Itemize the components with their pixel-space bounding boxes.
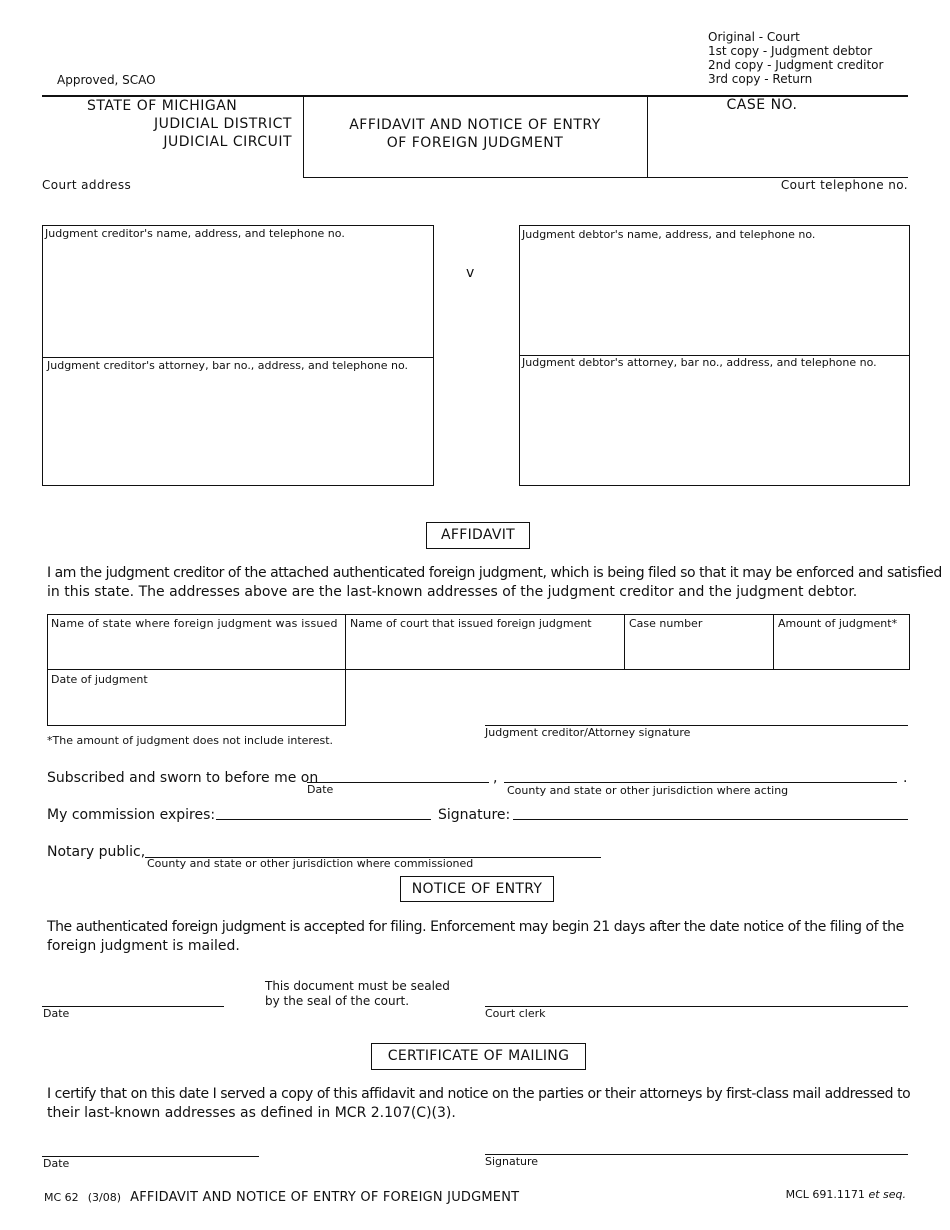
commission-line <box>216 819 431 820</box>
statute-reference <box>760 1188 906 1201</box>
sworn-date-label: Date <box>307 783 334 796</box>
certificate-text-line2: their last-known addresses as defined in MCR 2.107(C)(3). <box>47 1105 456 1121</box>
table-divider-1 <box>345 614 346 670</box>
subscribed-text: Subscribed and sworn to before me on <box>47 770 319 786</box>
affidavit-title: AFFIDAVIT <box>426 522 530 549</box>
affidavit-text-line2: in this state. The addresses above are the last-known addresses of the judgment creditor and the judgment debtor. <box>47 584 858 600</box>
seal-note <box>265 979 450 1009</box>
court-address-label: Court address <box>42 178 132 192</box>
mailing-date-input[interactable] <box>42 1134 259 1156</box>
copy-first: 1st copy - Judgment debtor <box>708 44 873 58</box>
notice-text-line1: The authenticated foreign judgment is accepted for filing. Enforcement may begin 21 days after the date notice of the filing of the <box>47 919 904 935</box>
state-issued-input[interactable] <box>49 636 343 666</box>
form-revision: (3/08) <box>87 1191 122 1204</box>
form-number: MC 62 <box>44 1191 79 1204</box>
form-title <box>303 116 647 152</box>
state-of-michigan: STATE OF MICHIGAN <box>87 98 238 114</box>
approved-scao: Approved, SCAO <box>57 73 156 87</box>
mailing-signature-line <box>485 1154 908 1155</box>
sworn-period: . <box>903 770 908 786</box>
notary-signature-input[interactable] <box>513 799 908 819</box>
debtor-attorney-label: Judgment debtor's attorney, bar no., address, and telephone no. <box>522 356 877 369</box>
seal-note-line2: by the seal of the court. <box>265 994 410 1008</box>
certificate-text <box>47 1085 917 1123</box>
court-block <box>60 97 292 151</box>
creditor-signature-input[interactable] <box>485 700 908 725</box>
commission-input[interactable] <box>216 799 431 819</box>
mailing-signature-input[interactable] <box>485 1132 908 1154</box>
commission-label: My commission expires: <box>47 807 216 823</box>
certificate-text-line1: I certify that on this date I served a copy of this affidavit and notice on the parties or their attorneys by first-class mail addressed to <box>47 1086 911 1102</box>
sworn-date-line <box>307 782 489 783</box>
affidavit-text <box>47 564 942 602</box>
form-footer <box>44 1186 519 1205</box>
court-clerk-line <box>485 1006 908 1007</box>
notice-text-line2: foreign judgment is mailed. <box>47 938 240 954</box>
statute: MCL 691.1171 <box>785 1188 865 1201</box>
mailing-signature-label: Signature <box>485 1155 539 1168</box>
notice-date-input[interactable] <box>42 984 224 1006</box>
judgment-date-input[interactable] <box>49 692 344 722</box>
amount-input[interactable] <box>775 636 908 666</box>
debtor-label: Judgment debtor's name, address, and telephone no. <box>522 228 816 241</box>
copy-third: 3rd copy - Return <box>708 72 813 86</box>
court-issued-input[interactable] <box>347 636 622 666</box>
footer-title: AFFIDAVIT AND NOTICE OF ENTRY OF FOREIGN JUDGMENT <box>130 1190 520 1205</box>
table-divider-2 <box>624 614 625 670</box>
notary-label: Notary public, <box>47 844 146 860</box>
sworn-county-input[interactable] <box>504 762 897 783</box>
court-issued-label: Name of court that issued foreign judgment <box>350 617 592 630</box>
debtor-attorney-input[interactable] <box>521 372 908 482</box>
sworn-county-line <box>504 782 897 783</box>
judicial-circuit: JUDICIAL CIRCUIT <box>163 134 292 150</box>
debtor-input[interactable] <box>521 244 908 354</box>
sworn-county-label: County and state or other jurisdiction where acting <box>507 784 789 797</box>
amount-footnote: *The amount of judgment does not include interest. <box>47 734 334 747</box>
form-title-line1: AFFIDAVIT AND NOTICE OF ENTRY <box>349 117 601 133</box>
affidavit-text-line1: I am the judgment creditor of the attached authenticated foreign judgment, which is being filed so that it may be enforced and satisfied <box>47 565 942 581</box>
notary-signature-line <box>513 819 908 820</box>
court-clerk-input[interactable] <box>485 984 908 1006</box>
creditor-input[interactable] <box>44 243 432 355</box>
statute-suffix: et seq. <box>868 1188 906 1201</box>
notary-county-input[interactable] <box>145 838 601 857</box>
mailing-date-line <box>42 1156 259 1157</box>
copy-second: 2nd copy - Judgment creditor <box>708 58 884 72</box>
creditor-signature-label: Judgment creditor/Attorney signature <box>485 726 691 739</box>
creditor-attorney-label: Judgment creditor's attorney, bar no., address, and telephone no. <box>47 359 409 372</box>
sworn-date-input[interactable] <box>307 762 489 783</box>
versus: v <box>466 265 475 281</box>
case-number-input[interactable] <box>626 636 771 666</box>
judicial-district: JUDICIAL DISTRICT <box>153 116 292 132</box>
case-no-input[interactable] <box>655 118 900 142</box>
mailing-date-label: Date <box>43 1157 70 1170</box>
amount-label: Amount of judgment* <box>778 617 898 630</box>
case-no-label: CASE NO. <box>726 97 798 113</box>
notary-signature-label: Signature: <box>438 807 511 823</box>
form-title-line2: OF FOREIGN JUDGMENT <box>386 135 564 151</box>
state-issued-label: Name of state where foreign judgment was issued <box>51 617 338 630</box>
certificate-title: CERTIFICATE OF MAILING <box>371 1043 586 1070</box>
sworn-comma: , <box>493 770 498 786</box>
creditor-label: Judgment creditor's name, address, and telephone no. <box>45 227 345 240</box>
notice-text <box>47 918 917 956</box>
court-clerk-label: Court clerk <box>485 1007 546 1020</box>
seal-note-line1: This document must be sealed <box>265 979 450 993</box>
case-number-label: Case number <box>629 617 703 630</box>
notice-date-label: Date <box>43 1007 70 1020</box>
notice-title: NOTICE OF ENTRY <box>400 876 554 902</box>
court-phone-label: Court telephone no. <box>780 178 908 192</box>
notice-date-line <box>42 1006 224 1007</box>
creditor-attorney-input[interactable] <box>44 375 432 483</box>
creditor-divider <box>43 357 433 358</box>
notary-county-label: County and state or other jurisdiction where commissioned <box>147 857 474 870</box>
judgment-date-label: Date of judgment <box>51 673 148 686</box>
copy-original: Original - Court <box>708 30 800 44</box>
table-divider-3 <box>773 614 774 670</box>
copies-list <box>708 30 883 86</box>
